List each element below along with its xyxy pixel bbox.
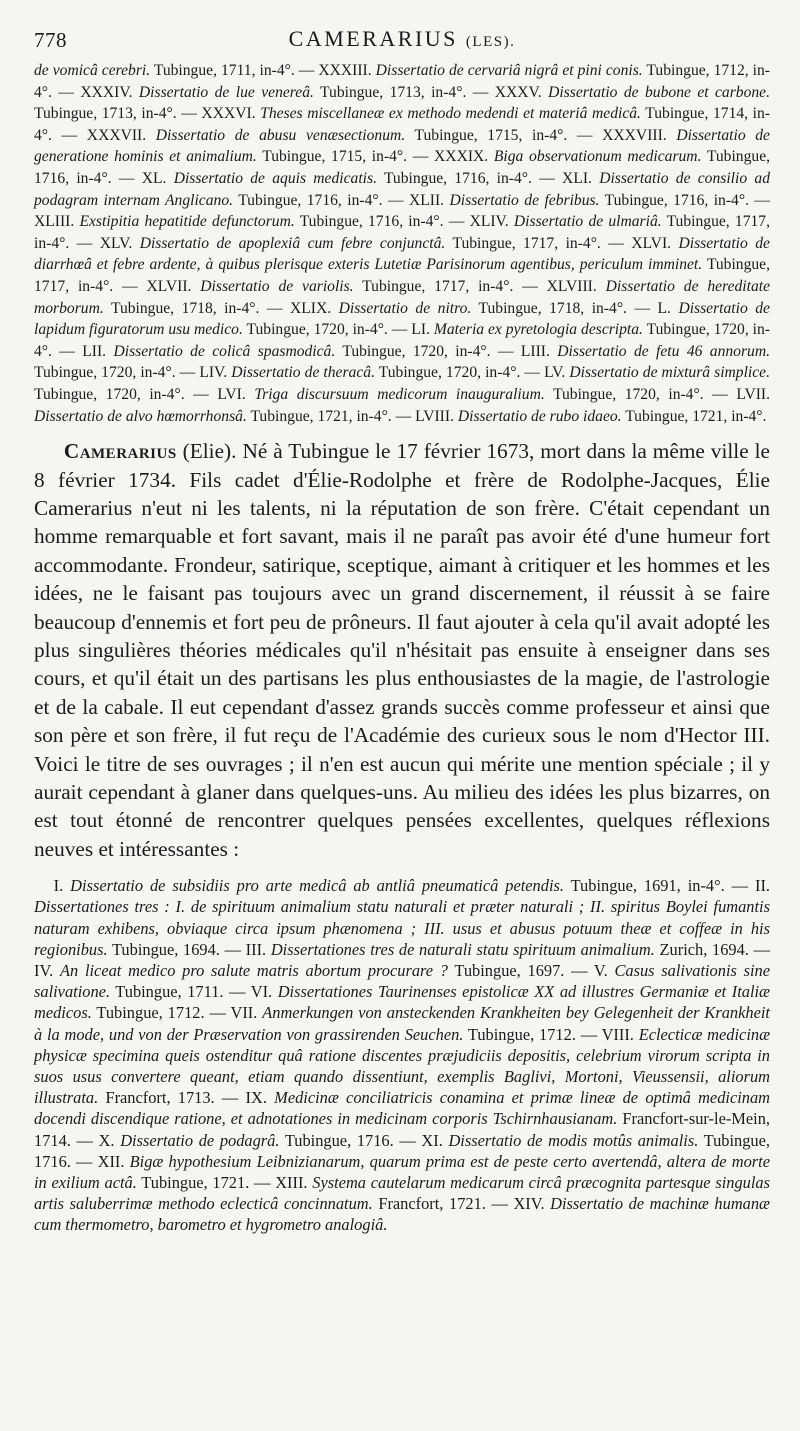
page-number: 778 [34, 28, 67, 52]
works-title: Eclecticæ medicinæ physicæ specimina queis ostenditur quâ ratione discentes præjudiciis depositis, celebrium virorum scripta in suos usus convertere queant, etiam quando dissentiunt, exemplis Baglivi, Mortoni, Vieussensii, aliorum illustrata. [34, 1024, 770, 1108]
works-citation: Tubingue, 1694. — III. [107, 939, 271, 959]
works-citation: Tubingue, 1691, in-4°. — II. [563, 876, 771, 896]
works-title: Dissertatio de machinæ humanæ cum thermometro, barometro et hygrometro analogiâ. [34, 1194, 770, 1235]
bibliography-citation: Tubingue, 1715, in-4°. — XXXVIII. [405, 126, 677, 144]
bibliography-citation: Tubingue, 1716, in-4°. — XLII. [233, 191, 450, 209]
bibliography-citation: Tubingue, 1718, in-4°. — L. [471, 299, 679, 317]
works-citation: Tubingue, 1712. — VIII. [463, 1024, 639, 1044]
bibliography-title: Dissertatio de abusu venæsectionum. [155, 126, 406, 144]
bibliography-title: Triga discursuum medicorum inauguralium. [254, 385, 545, 403]
works-citation: Francfort, 1713. — IX. [98, 1088, 275, 1108]
works-title: Medicinæ conciliatricis conamina et primæ lineæ de optimâ medicinam docendi discendique ratione, et adnotationes in medicinam corporis Tschirnhausianam. [34, 1088, 771, 1129]
works-citation: Zurich, 1694. — IV. [34, 939, 770, 980]
works-citation: Tubingue, 1716. — XI. [279, 1130, 449, 1150]
works-list-paragraph [34, 875, 770, 1235]
bibliography-citation: Tubingue, 1711, in-4°. — XXXIII. [150, 62, 376, 79]
article-entry [34, 437, 770, 863]
bibliography-citation: Tubingue, 1717, in-4°. — XLVI. [445, 234, 679, 252]
bibliography-citation: Tubingue, 1720, in-4°. — LVII. [544, 385, 770, 403]
works-title: Dissertationes Taurinenses epistolicæ XX ad illustres Germaniæ et Italiæ medicos. [34, 982, 770, 1023]
works-title: Dissertationes tres de naturali statu spirituum animalium. [270, 939, 655, 959]
bibliography-citation: Tubingue, 1720, in-4°. — LIII. [335, 342, 558, 360]
bibliography-citation: Tubingue, 1716, in-4°. — XLIV. [294, 213, 514, 231]
bibliography-title: Dissertatio de aquis medicatis. [173, 169, 377, 187]
bibliography-citation: Tubingue, 1716, in-4°. — XL. [34, 148, 771, 187]
running-head [34, 26, 770, 52]
bibliography-title: Dissertatio de alvo hœmorrhonsâ. [34, 407, 247, 425]
bibliography-citation: Tubingue, 1721, in-4°. [621, 407, 767, 425]
works-list [34, 875, 770, 1235]
works-title: Systema cautelarum medicarum circâ præcognita partesque singulas artis saluberrimæ methodo eclecticâ concinnatum. [34, 1173, 770, 1214]
bibliography-title: Dissertatio de apoplexiâ cum febre conjunctâ. [139, 234, 446, 252]
article-body: Né à Tubingue le 17 février 1673, mort dans la même ville le 8 février 1734. Fils cadet d'Élie-Rodolphe et frère de Rodolphe-Jacques, Élie Camerarius n'eut ni les talents, ni la réputation de son frère. C'était cependant un homme remarquable et fort savant, mais il ne paraît pas avoir été d'une humeur fort accommodante. Frondeur, satirique, sceptique, aimant à critiquer et les hommes et les idées, ne le faisant pas toujours avec un grand discernement, il réussit à se faire beaucoup d'ennemis et fort peu de prôneurs. Il faut ajouter à cela qu'il avait adopté les plus singulières théories médicales qu'il n'hésitait pas ensuite à enseigner dans ses cours, et qu'il était un des partisans les plus enthousiastes de la magie, de l'astrologie et de la cabale. Il eut cependant d'assez grands succès comme professeur et ainsi que son père et son frère, il fut reçu de l'Académie des curieux sous le nom d'Hector III. Voici le titre de ses ouvrages ; il n'en est aucun qui mérite une mention spéciale ; il y aurait cependant à glaner dans quelques-uns. Au milieu des idées les plus bizarres, on est tout étonné de rencontrer quelques pensées excellentes, quelques réflexions neuves et intéressantes : [34, 439, 770, 861]
bibliography-citation: Tubingue, 1720, in-4°. — LII. [34, 321, 770, 360]
works-title: An liceat medico pro salute matris abortum procurare ? [60, 961, 448, 980]
bibliography-citation: Tubingue, 1720, in-4°. — LVI. [34, 385, 255, 403]
bibliography-citation: Tubingue, 1714, in-4°. — XXXVII. [34, 105, 770, 144]
bibliography-citation: Tubingue, 1717, in-4°. — XLV. [34, 213, 770, 252]
bibliography-title: Dissertatio de fetu 46 annorum. [557, 342, 770, 360]
bibliography-title: Dissertatio de consilio ad podagram internam Anglicano. [34, 169, 770, 209]
running-head-title: CAMERARIUS [288, 26, 458, 51]
bibliography-title: Dissertatio de febribus. [449, 191, 600, 209]
works-citation: I. [53, 876, 71, 896]
bibliography-title: Dissertatio de mixturâ simplice. [569, 364, 770, 382]
bibliography-title: Biga observationum medicarum. [493, 148, 702, 166]
bibliography-continuation [34, 60, 770, 427]
works-citation: Tubingue, 1716. — XII. [34, 1130, 770, 1171]
bibliography-citation: Tubingue, 1716, in-4°. — XLIII. [34, 191, 771, 231]
works-title: Dissertatio de subsidiis pro arte medicâ ab antliâ pneumaticâ petendis. [70, 876, 564, 896]
works-citation: Francfort, 1721. — XIV. [372, 1194, 551, 1214]
bibliography-title: Dissertatio de lue venereâ. [138, 83, 314, 101]
bibliography-title: Dissertatio de lapidum figuratorum usu medico. [34, 299, 770, 339]
bibliography-citation: Tubingue, 1720, in-4°. — LV. [374, 364, 570, 382]
bibliography-title: Dissertatio de diarrhœâ et febre ardente, à quibus plerisque exteris Lutetiæ Parisinorum agentibus, periculum imminet. [34, 234, 770, 274]
article-headword-paren: (Elie). [176, 439, 237, 464]
works-title: Casus salivationis sine salivatione. [34, 961, 771, 1002]
bibliography-title: Dissertatio de theracâ. [231, 364, 375, 382]
works-citation: Tubingue, 1711. — VI. [110, 982, 278, 1002]
works-title: Dissertatio de podagrâ. [120, 1130, 280, 1150]
works-title: Dissertatio de modis motûs animalis. [448, 1130, 699, 1150]
works-citation: Tubingue, 1697. — V. [448, 961, 615, 980]
works-title: Anmerkungen von ansteckenden Krankheiten bey Gelegenheit der Krankheit à la mode, und von der Præservation von grassirenden Seuchen. [34, 1003, 770, 1044]
bibliography-citation: Tubingue, 1715, in-4°. — XXXIX. [256, 148, 494, 166]
bibliography-title: Dissertatio de cervariâ nigrâ et pini conis. [375, 62, 643, 79]
bibliography-title: Dissertatio de generatione hominis et animalium. [34, 126, 770, 166]
bibliography-title: Dissertatio de hereditate morborum. [34, 277, 771, 317]
bibliography-citation: Tubingue, 1713, in-4°. — XXXV. [313, 83, 549, 101]
bibliography-title: Dissertatio de colicâ spasmodicâ. [113, 342, 336, 360]
works-title: Bigæ hypothesium Leibnizianarum, quarum prima est de peste certo avertendâ, altera de morte in exilium actâ. [34, 1151, 770, 1193]
bibliography-title: de vomicâ cerebri. [34, 62, 151, 79]
bibliography-title: Dissertatio de ulmariâ. [513, 213, 662, 231]
bibliography-citation: Tubingue, 1720, in-4°. — LIV. [34, 364, 232, 382]
works-citation: Tubingue, 1721. — XIII. [136, 1173, 313, 1193]
works-title: Dissertationes tres : I. de spirituum animalium statu naturali et præter naturali ; II. spiritus Boylei fumantis naturam exhibens, obviaque circa ipsum phænomena ; III. usus et abusus potuum theæ et coffeæ in his regionibus. [34, 897, 770, 959]
bibliography-citation: Tubingue, 1718, in-4°. — XLIX. [103, 299, 339, 317]
works-citation: Francfort-sur-le-Mein, 1714. — X. [34, 1109, 770, 1150]
running-head-paren: (LES). [465, 34, 516, 50]
bibliography-title: Materia ex pyretologia descripta. [433, 321, 643, 339]
bibliography-citation: Tubingue, 1713, in-4°. — XXXVI. [34, 105, 261, 123]
bibliography-title: Dissertatio de nitro. [338, 299, 472, 317]
bibliography-citation: Tubingue, 1712, in-4°. — XXXIV. [34, 62, 770, 101]
bibliography-title: Theses miscellaneæ ex methodo medendi et materiâ medicâ. [260, 105, 641, 123]
article-paragraph [34, 437, 770, 863]
bibliography-title: Exstipitia hepatitide defunctorum. [79, 213, 295, 231]
bibliography-title: Dissertatio de variolis. [200, 277, 354, 295]
article-headword: Camerarius [63, 439, 177, 464]
bibliography-citation: Tubingue, 1720, in-4°. — LI. [242, 321, 434, 339]
bibliography-citation: Tubingue, 1717, in-4°. — XLVIII. [353, 277, 606, 295]
works-citation: Tubingue, 1712. — VII. [91, 1003, 263, 1023]
bibliography-title: Dissertatio de rubo idaeo. [457, 407, 622, 425]
bibliography-citation: Tubingue, 1717, in-4°. — XLVII. [34, 256, 771, 295]
bibliography-citation: Tubingue, 1716, in-4°. — XLI. [376, 169, 600, 187]
bibliography-citation: Tubingue, 1721, in-4°. — LVIII. [246, 407, 458, 425]
page-header [34, 16, 770, 60]
bibliography-title: Dissertatio de bubone et carbone. [548, 83, 770, 101]
